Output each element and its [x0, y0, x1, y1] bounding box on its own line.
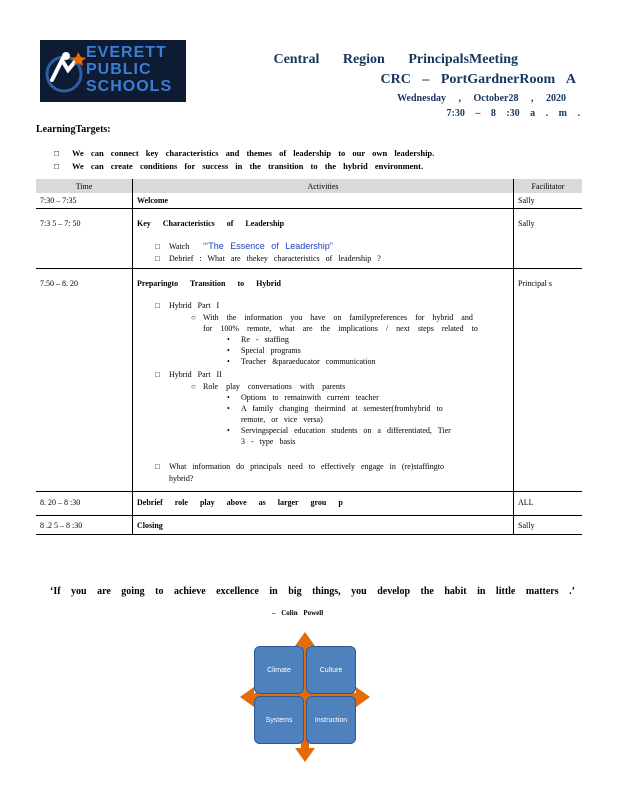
- checkbox-bullet-icon: □: [54, 161, 60, 171]
- checkbox-bullet-icon: □: [155, 242, 160, 251]
- table-row: [36, 209, 582, 269]
- circle-bullet-icon: ○: [191, 382, 196, 391]
- list-item: □ Debrief : What are thekey characteristics of leadership ?: [155, 254, 381, 263]
- list-item: □ Watch “‘The Essence of Leadership”: [155, 241, 333, 251]
- checkbox-bullet-icon: □: [155, 370, 160, 379]
- closing-quote: ‘If you are going to achieve excellence in big things, you develop the habit in little matters .’: [50, 586, 575, 597]
- bullet-icon: •: [227, 404, 230, 413]
- list-item: • Options to remainwith current teacher: [227, 393, 379, 402]
- arrow-up-icon: [295, 632, 315, 646]
- climate-tile: Climate: [254, 646, 304, 694]
- instruction-tile: Instruction: [306, 696, 356, 744]
- bullet-icon: •: [227, 393, 230, 402]
- checkbox-bullet-icon: □: [155, 462, 160, 471]
- facilitator-header: Facilitator: [514, 179, 583, 193]
- culture-tile: Culture: [306, 646, 356, 694]
- arrow-right-icon: [356, 687, 370, 707]
- list-item: ○ With the information you have on familypreferences for hybrid and: [191, 313, 473, 322]
- row-time: 8 .2 5 – 8 :30: [36, 516, 133, 535]
- arrow-down-icon: [295, 748, 315, 762]
- list-item: • Special programs: [227, 346, 301, 355]
- agenda-table: [36, 179, 582, 535]
- row-activity: Preparingto Transition to Hybrid □ Hybrid Part I ○ With the information you have on familypreferences for hybrid and for 100% remote, what are the implications / next steps related to • Re - staffing • Special programs • Teacher &paraeducator communication □ Hybrid Part II ○ Role play conversations with parents • Options to remainwith current teacher • A family changing theirmind at semester(fromhybrid to remote, or vice versa) • Servingspecial education students on a differentiated, Tier 3 - type basis □ What information do principals need to effectively engage in (re)staffingto hybrid?: [133, 269, 514, 492]
- list-item: □ Hybrid Part I: [155, 301, 220, 310]
- systems-tile: Systems: [254, 696, 304, 744]
- row-activity: Debrief role play above as larger grou p: [133, 492, 514, 516]
- logo-line-3: SCHOOLS: [86, 78, 173, 95]
- bullet-icon: •: [227, 426, 230, 435]
- logo-line-2: PUBLIC: [86, 61, 152, 78]
- list-item: • Servingspecial education students on a differentiated, Tier: [227, 426, 451, 435]
- essence-of-leadership-link[interactable]: “‘The Essence of Leadership”: [203, 241, 333, 251]
- learning-target-item: □ We can create conditions for success in the transition to the hybrid environment.: [54, 161, 424, 171]
- checkbox-bullet-icon: □: [155, 301, 160, 310]
- list-item-continued: remote, or vice versa): [241, 415, 323, 424]
- bullet-icon: •: [227, 335, 230, 344]
- logo-line-1: EVERETT: [86, 44, 167, 61]
- bullet-icon: •: [227, 346, 230, 355]
- list-item-continued: hybrid?: [169, 474, 194, 483]
- checkbox-bullet-icon: □: [155, 254, 160, 263]
- meeting-location: CRC – PortGardnerRoom A: [380, 72, 576, 87]
- row-facilitator: Sally: [514, 209, 583, 269]
- activities-header: Activities: [133, 179, 514, 193]
- list-item: □ Hybrid Part II: [155, 370, 222, 379]
- row-time: 7:30 – 7:35: [36, 193, 133, 209]
- learning-target-item: □ We can connect key characteristics and themes of leadership to our own leadership.: [54, 148, 435, 158]
- circle-bullet-icon: ○: [191, 313, 196, 322]
- meeting-date: Wednesday , October28 , 2020: [397, 93, 566, 104]
- list-item-continued: 3 - type basis: [241, 437, 296, 446]
- district-logo: [40, 40, 186, 102]
- table-row: [36, 269, 582, 492]
- row-facilitator: Principal s: [514, 269, 583, 492]
- arrow-left-icon: [240, 687, 254, 707]
- row-time: 8. 20 – 8 :30: [36, 492, 133, 516]
- list-item: □ What information do principals need to effectively engage in (re)staffingto: [155, 462, 444, 471]
- graduate-emblem-icon: [44, 46, 86, 96]
- table-row: [36, 193, 582, 209]
- row-activity: Key Characteristics of Leadership □ Watch “‘The Essence of Leadership” □ Debrief : What are thekey characteristics of leadership ?: [133, 209, 514, 269]
- row-activity: Closing: [133, 516, 514, 535]
- quadrant-diagram: [240, 632, 370, 762]
- list-item: • Teacher &paraeducator communication: [227, 357, 376, 366]
- row-time: 7.50 – 8. 20: [36, 269, 133, 492]
- table-header-row: [36, 179, 582, 193]
- row-facilitator: Sally: [514, 516, 583, 535]
- list-item: • A family changing theirmind at semester(fromhybrid to: [227, 404, 443, 413]
- meeting-time: 7:30 – 8 :30 a . m .: [446, 108, 580, 119]
- checkbox-bullet-icon: □: [54, 148, 60, 158]
- quote-attribution: – Colin Powell: [272, 609, 324, 617]
- list-item: • Re - staffing: [227, 335, 289, 344]
- table-row: [36, 492, 582, 516]
- row-facilitator: ALL: [514, 492, 583, 516]
- time-header: Time: [36, 179, 133, 193]
- list-item: ○ Role play conversations with parents: [191, 382, 346, 391]
- meeting-title: Central Region PrincipalsMeeting: [273, 52, 518, 67]
- list-item-continued: for 100% remote, what are the implications / next steps related to: [203, 324, 478, 333]
- row-facilitator: Sally: [514, 193, 583, 209]
- row-time: 7:3 5 – 7: 50: [36, 209, 133, 269]
- row-activity: Welcome: [133, 193, 514, 209]
- bullet-icon: •: [227, 357, 230, 366]
- table-row: [36, 516, 582, 535]
- learning-targets-heading: LearningTargets:: [36, 124, 111, 135]
